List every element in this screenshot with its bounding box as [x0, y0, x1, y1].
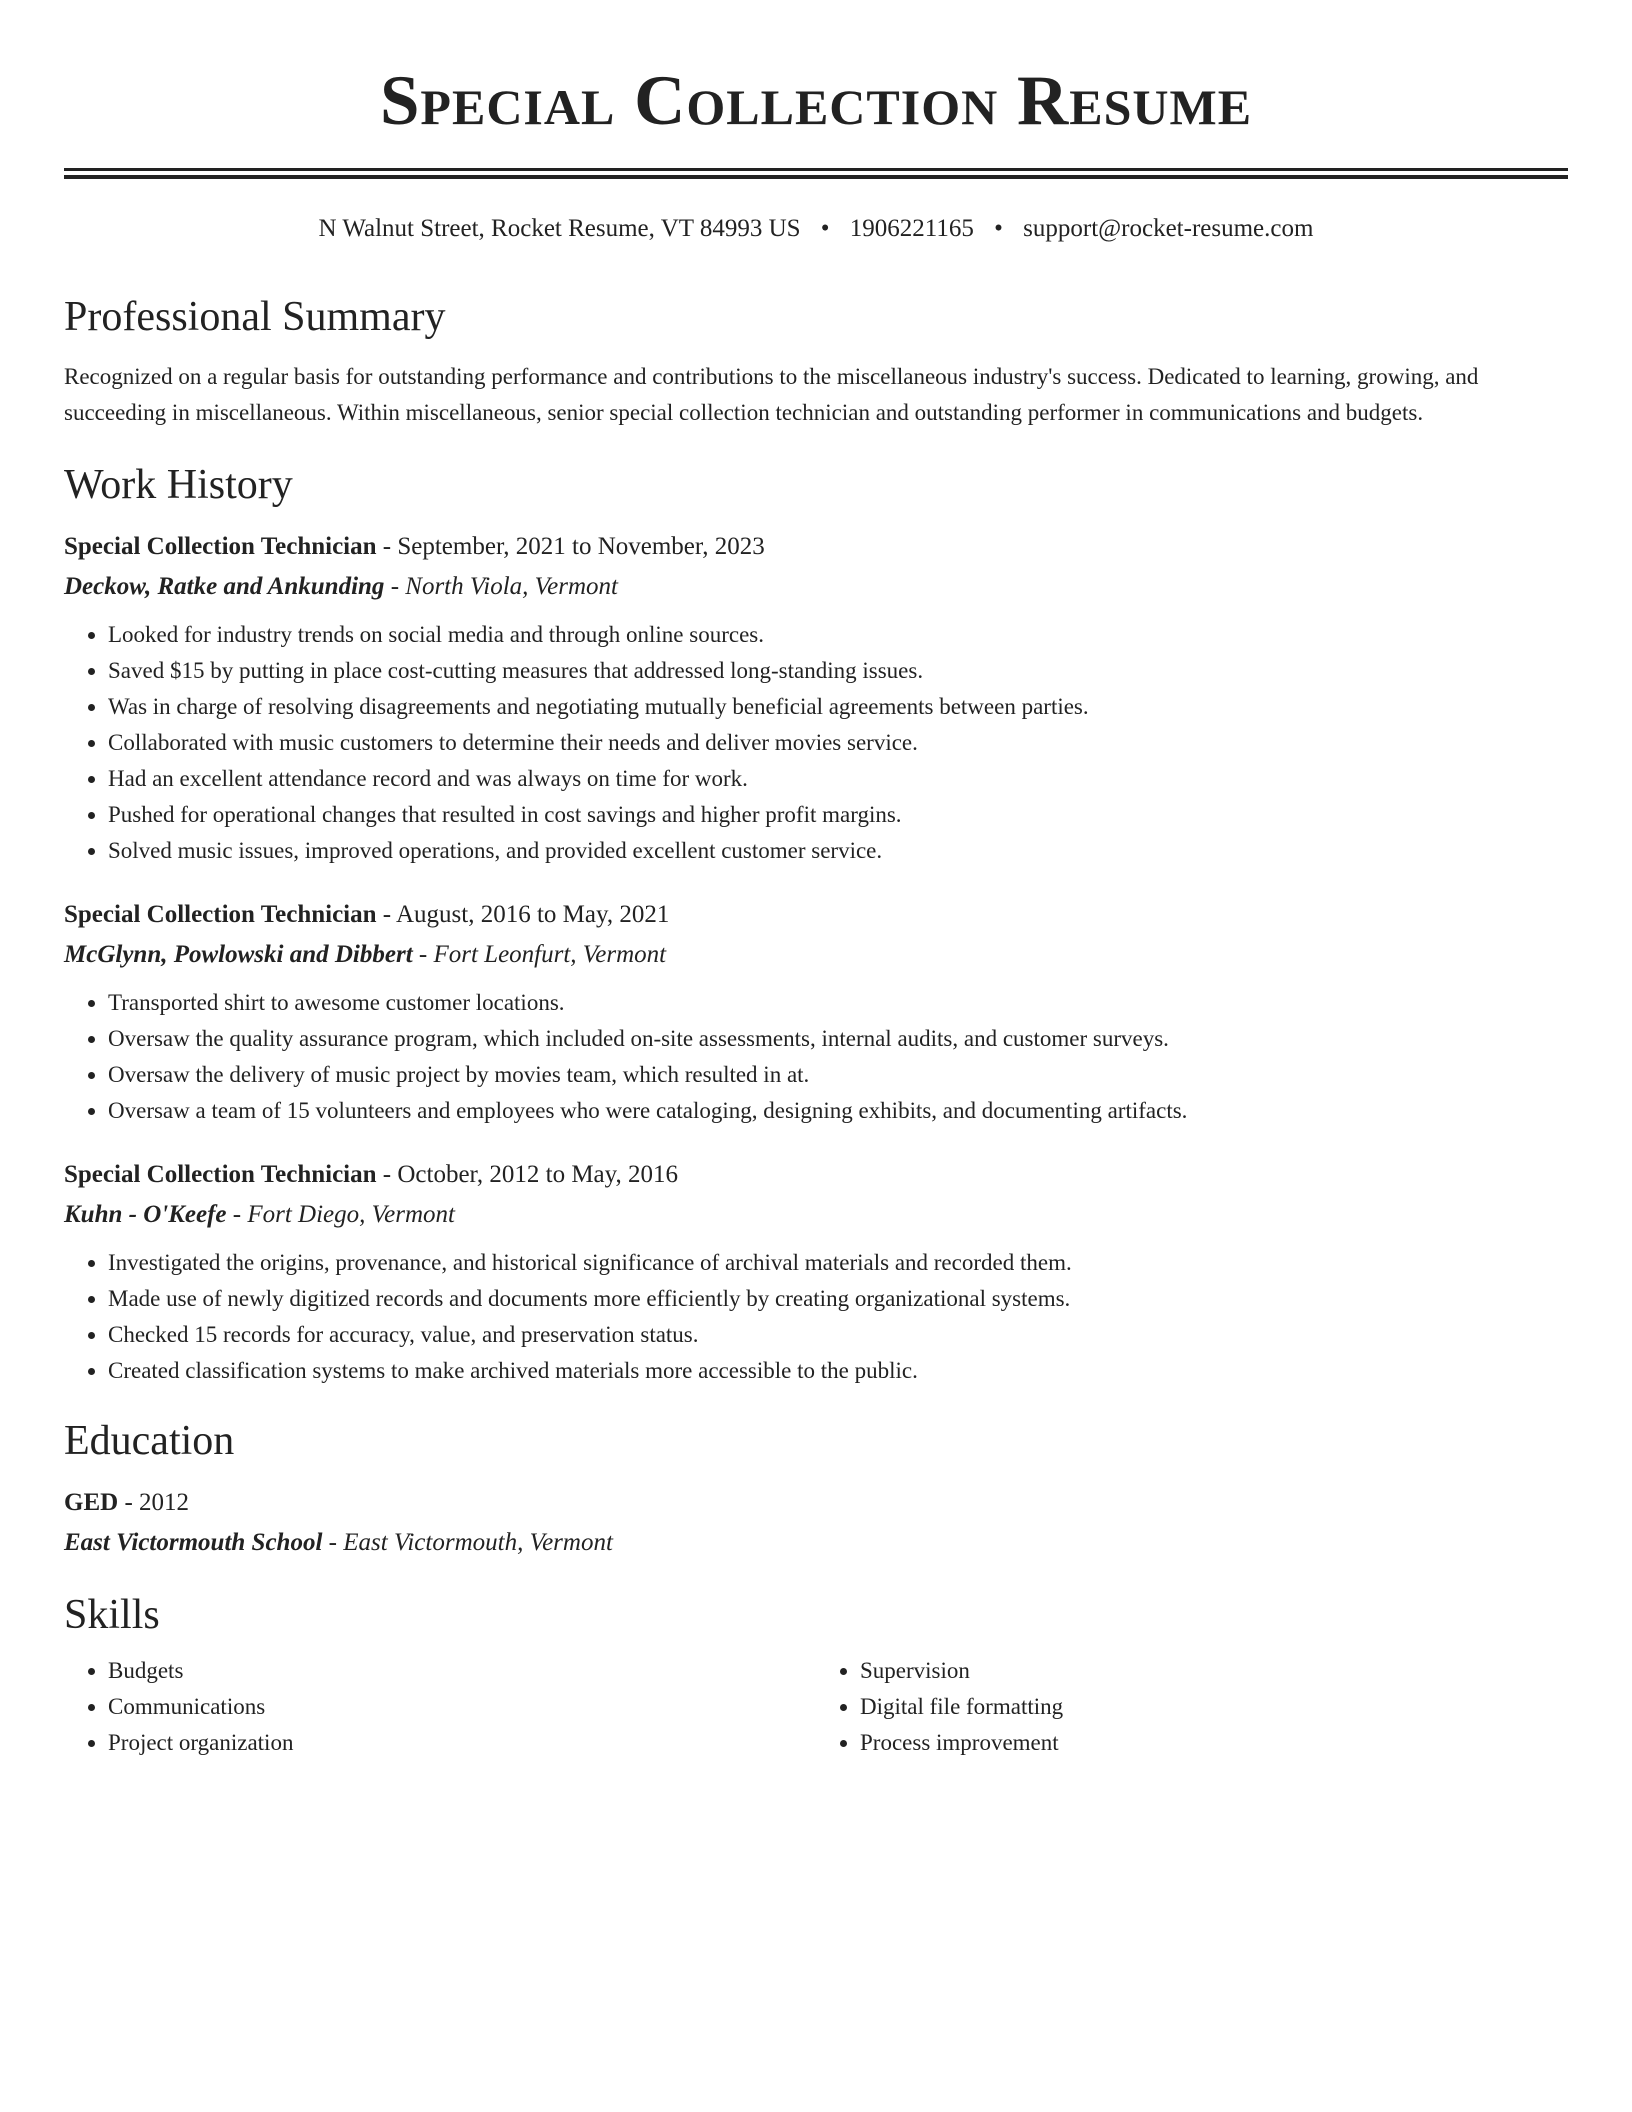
employer-line	[64, 935, 1568, 975]
skill-item: • Digital file formatting	[860, 1689, 1568, 1725]
employer-location: - Fort Leonfurt, Vermont	[412, 941, 667, 968]
job-entry	[64, 1155, 1568, 1389]
job-bullet: • Collaborated with music customers to determine their needs and deliver movies service.	[108, 725, 1568, 761]
skills-heading: Skills	[64, 1592, 160, 1638]
employer-location: - Fort Diego, Vermont	[226, 1201, 455, 1228]
job-bullets	[64, 1245, 1568, 1389]
degree-name: GED	[64, 1489, 119, 1516]
school-location: - East Victormouth, Vermont	[322, 1529, 613, 1556]
education-heading: Education	[64, 1418, 235, 1464]
job-title-line	[64, 1155, 1568, 1195]
employer-name: Kuhn - O'Keefe	[64, 1201, 227, 1228]
contact-address: N Walnut Street, Rocket Resume, VT 84993 US	[318, 215, 801, 242]
degree-line	[64, 1483, 1568, 1523]
skills-column-right	[816, 1653, 1568, 1761]
job-entry	[64, 895, 1568, 1129]
skill-item: • Budgets	[108, 1653, 816, 1689]
job-title: Special Collection Technician	[64, 901, 377, 928]
skill-item: • Process improvement	[860, 1725, 1568, 1761]
employer-line	[64, 567, 1568, 607]
skill-item: • Communications	[108, 1689, 816, 1725]
job-dates: - October, 2012 to May, 2016	[376, 1161, 679, 1188]
job-bullet: • Had an excellent attendance record and was always on time for work.	[108, 761, 1568, 797]
skills-list	[64, 1653, 1568, 1761]
job-bullet: • Looked for industry trends on social media and through online sources.	[108, 617, 1568, 653]
skills-column-left	[64, 1653, 816, 1761]
employer-name: McGlynn, Powlowski and Dibbert	[64, 941, 413, 968]
resume-title: Special Collection Resume	[379, 62, 1253, 140]
job-bullet: • Pushed for operational changes that resulted in cost savings and higher profit margins.	[108, 797, 1568, 833]
job-bullet: • Made use of newly digitized records and documents more efficiently by creating organizational systems.	[108, 1281, 1568, 1317]
contact-separator: •	[820, 215, 830, 242]
contact-separator: •	[994, 215, 1003, 242]
school-name: East Victormouth School	[64, 1529, 323, 1556]
job-title: Special Collection Technician	[64, 1161, 377, 1188]
summary-text: Recognized on a regular basis for outstanding performance and contributions to the miscellaneous industry's success. Dedicated to learning, growing, and succeeding in miscellaneous. Within miscellaneous, senior special collection technician and outstanding performer in communications and budgets.	[64, 364, 1479, 425]
title-divider	[64, 168, 1568, 179]
job-bullet: • Oversaw the quality assurance program, which included on-site assessments, internal audits, and customer surveys.	[108, 1021, 1568, 1057]
school-line	[64, 1523, 1568, 1563]
job-dates: - August, 2016 to May, 2021	[376, 901, 670, 928]
job-bullet: • Solved music issues, improved operations, and provided excellent customer service.	[108, 833, 1568, 869]
education-entry	[64, 1483, 1568, 1563]
skill-item: • Supervision	[860, 1653, 1568, 1689]
job-title-line	[64, 895, 1568, 935]
job-bullets	[64, 985, 1568, 1129]
job-entry	[64, 527, 1568, 869]
work-history-heading: Work History	[64, 462, 293, 508]
job-bullet: • Checked 15 records for accuracy, value, and preservation status.	[108, 1317, 1568, 1353]
job-bullet: • Oversaw the delivery of music project by movies team, which resulted in at.	[108, 1057, 1568, 1093]
employer-location: - North Viola, Vermont	[384, 573, 618, 600]
contact-phone: 1906221165	[849, 215, 974, 242]
employer-name: Deckow, Ratke and Ankunding	[64, 573, 385, 600]
contact-email[interactable]: support@rocket-resume.com	[1023, 215, 1314, 242]
job-bullet: • Created classification systems to make archived materials more accessible to the public.	[108, 1353, 1568, 1389]
job-bullet: • Was in charge of resolving disagreements and negotiating mutually beneficial agreements between parties.	[108, 689, 1568, 725]
employer-line	[64, 1195, 1568, 1235]
job-bullets	[64, 617, 1568, 869]
degree-year: - 2012	[118, 1489, 190, 1516]
job-title-line	[64, 527, 1568, 567]
skill-item: • Project organization	[108, 1725, 816, 1761]
contact-line	[64, 209, 1568, 249]
summary-heading: Professional Summary	[64, 294, 446, 340]
job-title: Special Collection Technician	[64, 533, 377, 560]
job-bullet: • Transported shirt to awesome customer locations.	[108, 985, 1568, 1021]
job-bullet: • Saved $15 by putting in place cost-cutting measures that addressed long-standing issues.	[108, 653, 1568, 689]
job-bullet: • Investigated the origins, provenance, and historical significance of archival materials and recorded them.	[108, 1245, 1568, 1281]
job-bullet: • Oversaw a team of 15 volunteers and employees who were cataloging, designing exhibits, and documenting artifacts.	[108, 1093, 1568, 1129]
job-dates: - September, 2021 to November, 2023	[376, 533, 765, 560]
